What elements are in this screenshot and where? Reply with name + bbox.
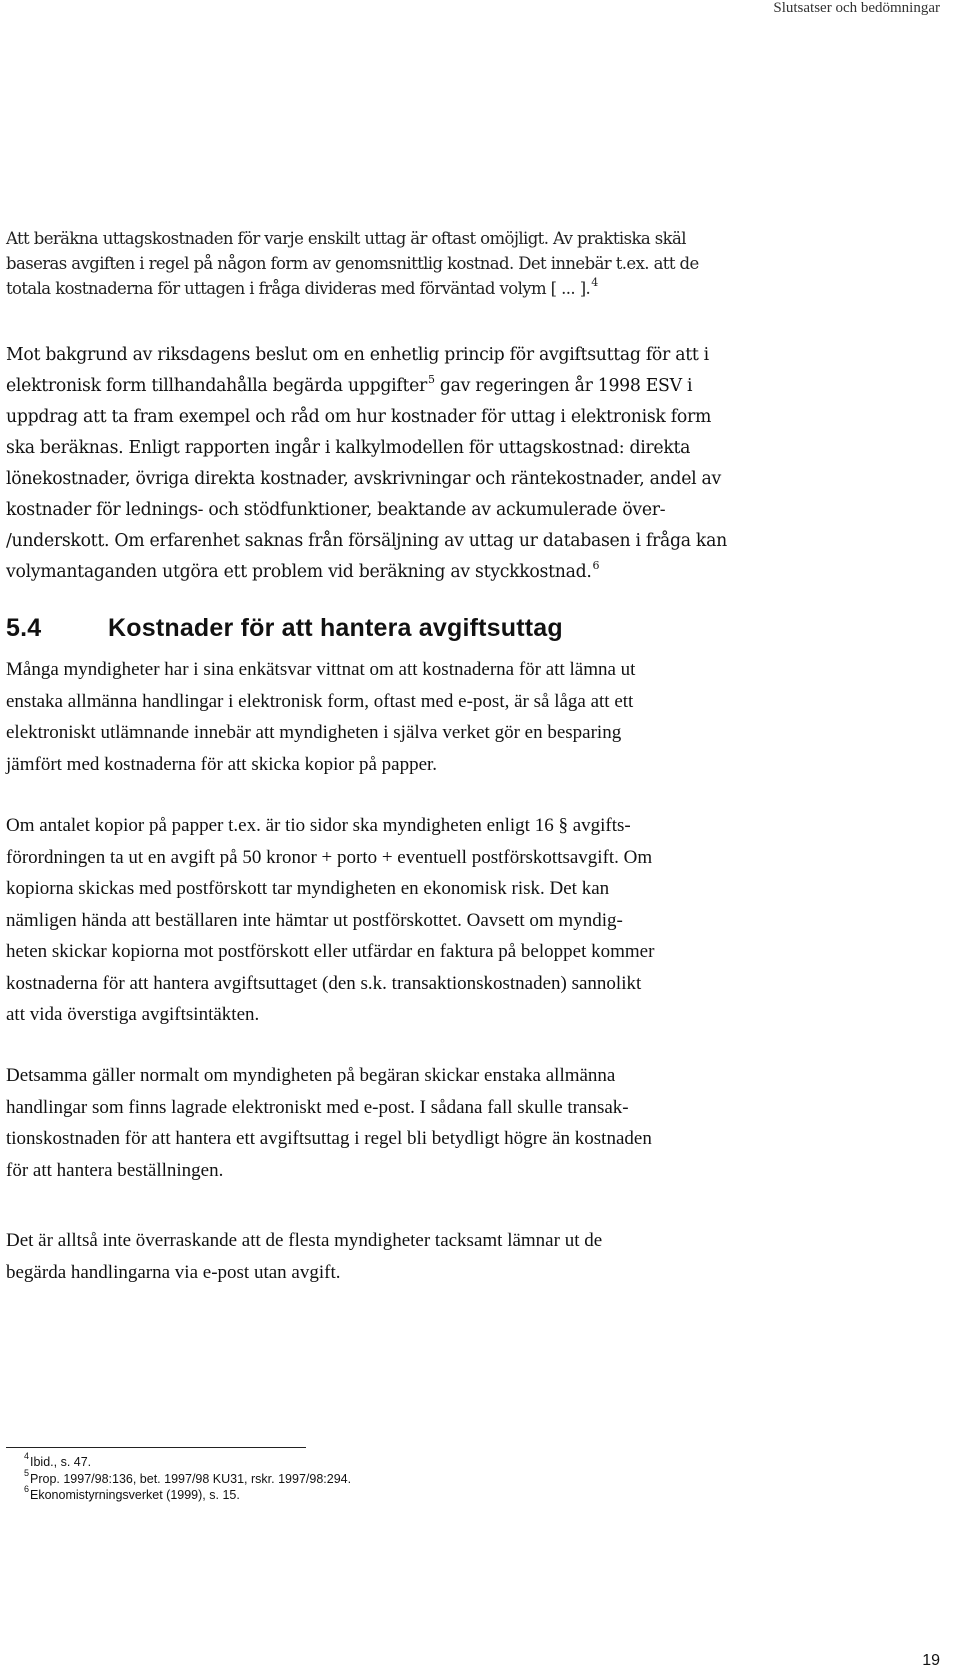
paragraph-line: kostnader för lednings- och stödfunktioner, beaktande av ackumulerade över- xyxy=(6,500,666,520)
paragraph xyxy=(6,1225,796,1288)
section-number: 5.4 xyxy=(6,614,42,642)
footnote xyxy=(6,1484,351,1504)
footnote-mark: 6 xyxy=(24,1484,30,1494)
paragraph-line: uppdrag att ta fram exempel och råd om hur kostnader för uttag i elektronisk form xyxy=(6,407,712,427)
paragraph-line: handlingar som finns lagrade elektroniskt med e-post. I sådana fall skulle transak- xyxy=(6,1096,629,1118)
section-heading xyxy=(6,614,563,643)
footnote xyxy=(6,1467,352,1488)
footnote-text: Ekonomistyrningsverket (1999), s. 15. xyxy=(30,1488,240,1502)
footnote-reference[interactable]: 4 xyxy=(591,276,598,289)
footnotes xyxy=(6,1451,352,1504)
quote-line: Att beräkna uttagskostnaden för varje enskilt uttag är oftast omöjligt. Av praktiska skäl xyxy=(6,229,686,248)
paragraph-line: elektronisk form tillhandahålla begärda uppgifter xyxy=(6,376,427,396)
page-number: 19 xyxy=(922,1652,940,1669)
paragraph-line: lönekostnader, övriga direkta kostnader, avskrivningar och räntekostnader, andel av xyxy=(6,469,722,489)
paragraph-line: volymantaganden utgöra ett problem vid beräkning av styckkostnad. xyxy=(6,562,592,582)
footnote xyxy=(6,1451,351,1471)
running-header: Slutsatser och bedömningar xyxy=(773,0,940,16)
quote-line: baseras avgiften i regel på någon form av genomsnittlig kostnad. Det innebär t.ex. att de xyxy=(6,254,699,273)
paragraph-line: /underskott. Om erfarenhet saknas från försäljning av uttag ur databasen i fråga kan xyxy=(6,531,727,551)
paragraph-line: ska beräknas. Enligt rapporten ingår i kalkylmodellen för uttagskostnad: direkta xyxy=(6,438,691,458)
paragraph-line: att vida överstiga avgiftsintäkten. xyxy=(6,1004,260,1025)
paragraph-line: Mot bakgrund av riksdagens beslut om en enhetlig princip för avgiftsuttag för att i xyxy=(6,345,709,365)
paragraph-line: enstaka allmänna handlingar i elektronisk form, oftast med e-post, är så låga att ett xyxy=(6,690,634,712)
footnote-mark: 4 xyxy=(24,1451,30,1461)
footnote-text: Ibid., s. 47. xyxy=(30,1455,92,1469)
paragraph xyxy=(6,1060,796,1186)
paragraph-line: Många myndigheter har i sina enkätsvar vittnat om att kostnaderna för att lämna ut xyxy=(6,659,636,680)
paragraph-line: elektroniskt utlämnande innebär att myndigheten i själva verket gör en besparing xyxy=(6,722,622,743)
footnote-reference[interactable]: 5 xyxy=(427,373,435,386)
paragraph-line: jämfört med kostnaderna för att skicka kopior på papper. xyxy=(6,753,438,775)
paragraph-line: Detsamma gäller normalt om myndigheten på begäran skickar enstaka allmänna xyxy=(6,1065,616,1086)
paragraph-line: heten skickar kopiorna mot postförskott eller utfärdar en faktura på beloppet kommer xyxy=(6,941,655,962)
paragraph xyxy=(6,654,796,780)
paragraph-background xyxy=(6,340,796,588)
footnote-mark: 5 xyxy=(24,1467,30,1478)
paragraph xyxy=(6,810,796,1031)
paragraph-line: tionskostnaden för att hantera ett avgiftsuttag i regel bli betydligt högre än kostnaden xyxy=(6,1128,652,1149)
paragraph-line: Det är alltså inte överraskande att de flesta myndigheter tacksamt lämnar ut de xyxy=(6,1230,603,1251)
quote-line: totala kostnaderna för uttagen i fråga divideras med förväntad volym [ ... ]. xyxy=(6,279,591,298)
paragraph-line: förordningen ta ut en avgift på 50 kronor + porto + eventuell postförskottsavgift. Om xyxy=(6,846,653,868)
block-quote xyxy=(6,226,786,301)
paragraph-line: kopiorna skickas med postförskott tar myndigheten en ekonomisk risk. Det kan xyxy=(6,878,610,899)
footnote-text: Prop. 1997/98:136, bet. 1997/98 KU31, rskr. 1997/98:294. xyxy=(30,1471,352,1486)
paragraph-line: begärda handlingarna via e-post utan avgift. xyxy=(6,1261,341,1283)
paragraph-line: nämligen hända att beställaren inte hämtar ut postförskottet. Oavsett om myndig- xyxy=(6,909,623,931)
paragraph-line: gav regeringen år 1998 ESV i xyxy=(434,376,693,396)
footnote-reference[interactable]: 6 xyxy=(592,559,600,572)
paragraph-line: Om antalet kopior på papper t.ex. är tio sidor ska myndigheten enligt 16 § avgifts- xyxy=(6,815,631,836)
section-title: Kostnader för att hantera avgiftsuttag xyxy=(108,614,563,642)
footnote-divider xyxy=(6,1447,306,1448)
paragraph-line: kostnaderna för att hantera avgiftsuttaget (den s.k. transaktionskostnaden) sannolikt xyxy=(6,972,642,994)
paragraph-line: för att hantera beställningen. xyxy=(6,1159,224,1181)
